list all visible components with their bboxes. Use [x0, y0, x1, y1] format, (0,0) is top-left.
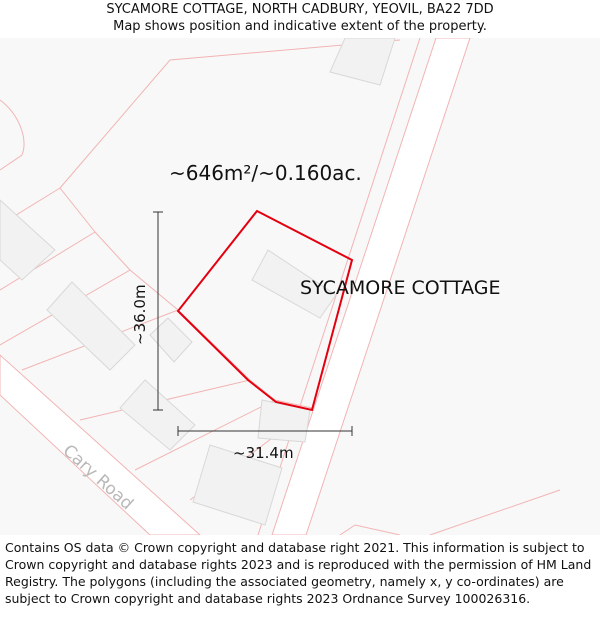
area-label: ~646m²/~0.160ac.	[169, 161, 362, 185]
width-dimension-label: ~31.4m	[233, 444, 294, 462]
height-dimension-label: ~36.0m	[131, 284, 149, 345]
map-header	[0, 0, 600, 39]
map-svg	[0, 38, 600, 535]
property-address: SYCAMORE COTTAGE, NORTH CADBURY, YEOVIL, BA22 7DD	[106, 2, 494, 17]
property-label: SYCAMORE COTTAGE	[300, 277, 501, 299]
building	[0, 200, 55, 280]
map-canvas[interactable]	[0, 38, 600, 535]
road-label: Cary Road	[58, 440, 137, 515]
height-dimension-line	[153, 212, 163, 410]
building	[150, 318, 192, 362]
map-subtitle: Map shows position and indicative extent of the property.	[113, 19, 487, 34]
copyright-notice: Contains OS data © Crown copyright and database right 2021. This information is subject to Crown copyright and database rights 2023 and is reproduced with the permission of HM Land Registry. The polygons (including the associated geometry, namely x, y co-ordinates) are subject to Crown copyright and database rights 2023 Ordnance Survey 100026316.	[5, 540, 592, 606]
building	[47, 282, 135, 370]
